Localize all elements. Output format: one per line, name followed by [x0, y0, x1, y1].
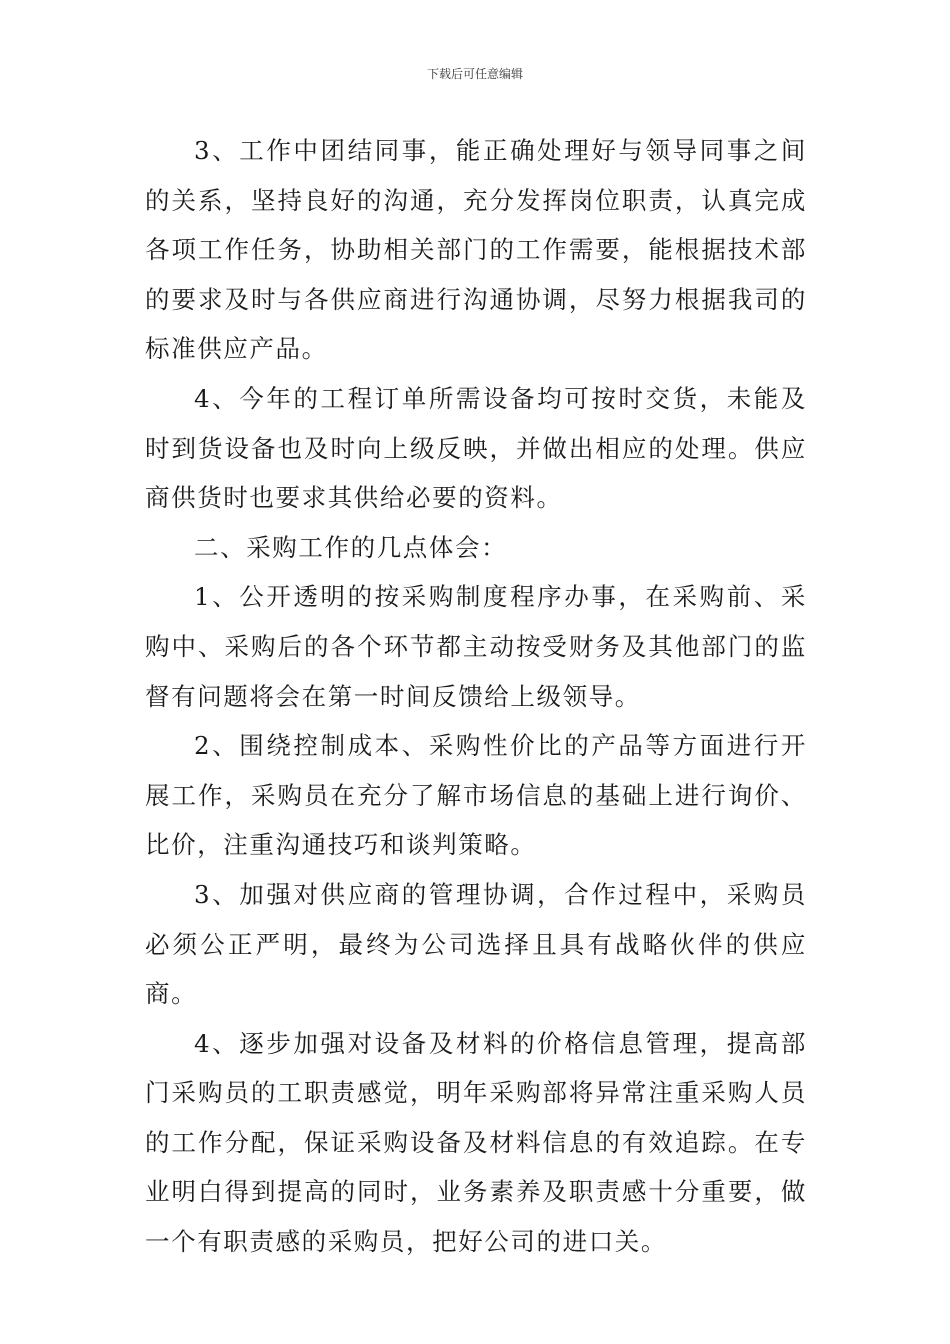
section-heading-experience: 二、采购工作的几点体会：: [194, 532, 508, 562]
paragraph-item-4-price-information: 4、逐步加强对设备及材料的价格信息管理，提高部门采购员的工职责感觉，明年采购部将异常注重采购人员的工作分配，保证采购设备及材料信息的有效追踪。在专业明白得到提高的同时，业务素养及职责感十分重要，做一个有职责感的采购员，把好公司的进口关。: [145, 1028, 807, 1257]
paragraph-item-4-delivery: 4、今年的工程订单所需设备均可按时交货，未能及时到货设备也及时向上级反映，并做出相应的处理。供应商供货时也要求其供给必要的资料。: [145, 383, 807, 513]
paragraph-item-2-cost-control: 2、围绕控制成本、采购性价比的产品等方面进行开展工作，采购员在充分了解市场信息的基础上进行询价、比价，注重沟通技巧和谈判策略。: [145, 731, 807, 860]
paragraph-item-3-supplier-management: 3、加强对供应商的管理协调，合作过程中，采购员必须公正严明，最终为公司选择且具有战略伙伴的供应商。: [145, 879, 807, 1009]
document-body: [145, 126, 807, 1267]
page-header-note: 下载后可任意编辑: [426, 67, 523, 81]
paragraph-item-3-unity: 3、工作中团结同事，能正确处理好与领导同事之间的关系，坚持良好的沟通，充分发挥岗位职责，认真完成各项工作任务，协助相关部门的工作需要，能根据技术部的要求及时与各供应商进行沟通协调，尽努力根据我司的标准供应产品。: [145, 136, 807, 364]
paragraph-item-1-transparency: 1、公开透明的按采购制度程序办事，在采购前、采购中、采购后的各个环节都主动按受财务及其他部门的监督有问题将会在第一时间反馈给上级领导。: [145, 582, 807, 711]
